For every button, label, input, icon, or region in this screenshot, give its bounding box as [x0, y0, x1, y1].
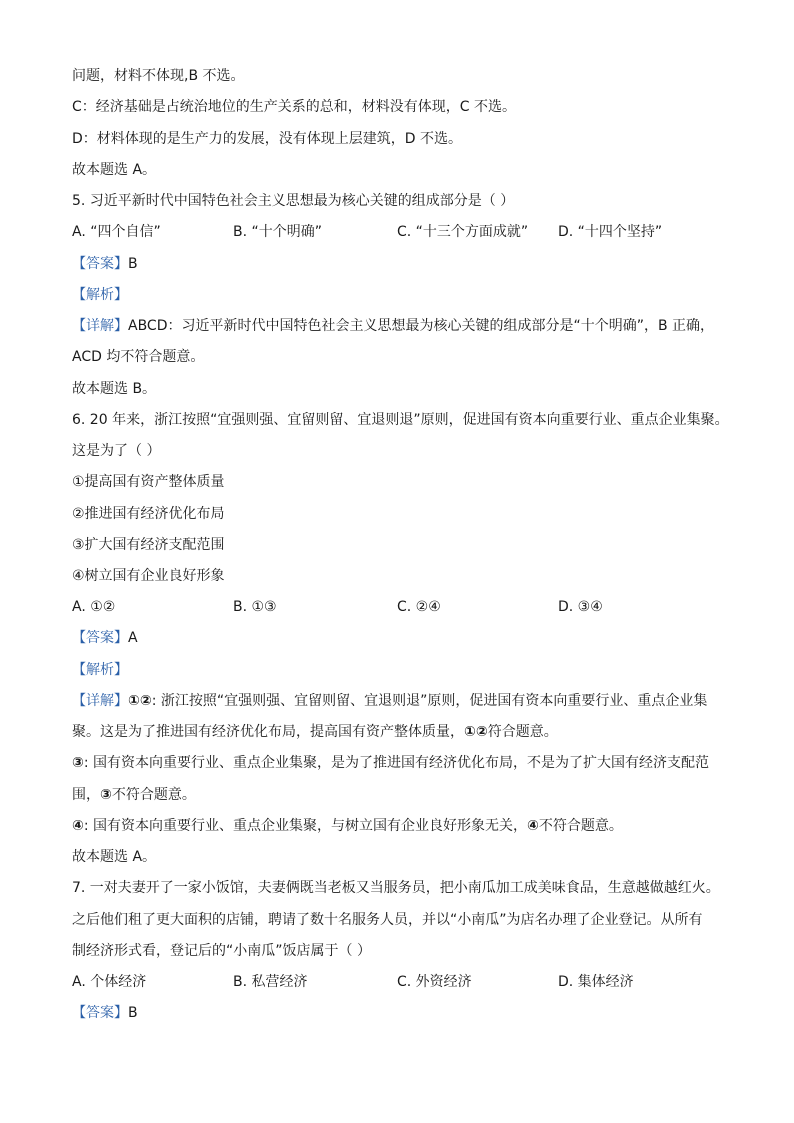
q6-conclusion: 故本题选 A。: [72, 849, 157, 865]
q6-option-b: B. ①③: [233, 599, 277, 615]
q6-detail-line-4: 围，③不符合题意。: [72, 787, 196, 803]
q6-stem-line-2: 这是为了（ ）: [72, 443, 161, 459]
q6-item-1: ①提高国有资产整体质量: [72, 474, 225, 490]
answer-tag: 【答案】: [72, 1005, 128, 1021]
answer-tag: 【答案】: [72, 256, 128, 272]
q7-option-d: D. 集体经济: [558, 974, 634, 990]
prev-analysis-line-1: 问题，材料不体现,B 不选。: [72, 68, 245, 84]
q6-detail-line-3: ③: 国有资本向重要行业、重点企业集聚，是为了推进国有经济优化布局，不是为了扩大国有经济支配范: [72, 755, 710, 771]
q5-conclusion: 故本题选 B。: [72, 381, 157, 397]
q6-item-3: ③扩大国有经济支配范围: [72, 537, 225, 553]
q6-detail-line-2: 聚。这是为了推进国有经济优化布局，提高国有资产整体质量，①②符合题意。: [72, 724, 558, 740]
q7-option-b: B. 私营经济: [233, 974, 308, 990]
prev-analysis-line-3: D：材料体现的是生产力的发展，没有体现上层建筑，D 不选。: [72, 131, 463, 147]
answer-value: B: [128, 256, 138, 272]
q6-stem-line-1: 6. 20 年来，浙江按照“宜强则强、宜留则留、宜退则退”原则，促进国有资本向重要行业、重点企业集聚。: [72, 412, 729, 428]
q7-stem-line-3: 制经济形式看，登记后的“小南瓜”饭店属于（ ）: [72, 943, 371, 959]
q7-option-c: C. 外资经济: [397, 974, 472, 990]
q5-analysis-tag: 【解析】: [72, 287, 128, 303]
answer-value: A: [128, 630, 138, 646]
q5-detail-line-2: ACD 均不符合题意。: [72, 349, 205, 365]
detail-tag: 【详解】: [72, 693, 128, 709]
q6-detail-line-5: ④: 国有资本向重要行业、重点企业集聚，与树立国有企业良好形象无关，④不符合题意。: [72, 818, 623, 834]
q5-stem: 5. 习近平新时代中国特色社会主义思想最为核心关键的组成部分是（ ）: [72, 193, 515, 209]
q5-option-d: D. “十四个坚持”: [558, 224, 663, 240]
prev-analysis-line-2: C：经济基础是占统治地位的生产关系的总和，材料没有体现，C 不选。: [72, 99, 516, 115]
q5-detail-line-1: 【详解】ABCD：习近平新时代中国特色社会主义思想最为核心关键的组成部分是“十个明确”，B 正确，: [72, 318, 715, 334]
answer-tag: 【答案】: [72, 630, 128, 646]
q5-option-a: A. “四个自信”: [72, 224, 161, 240]
q7-option-a: A. 个体经济: [72, 974, 147, 990]
q6-item-2: ②推进国有经济优化布局: [72, 506, 225, 522]
q7-stem-line-2: 之后他们租了更大面积的店铺，聘请了数十名服务人员，并以“小南瓜”为店名办理了企业登记。从所有: [72, 912, 703, 928]
q5-option-c: C. “十三个方面成就”: [397, 224, 529, 240]
q6-analysis-tag: 【解析】: [72, 662, 128, 678]
q7-stem-line-1: 7. 一对夫妻开了一家小饭馆，夫妻俩既当老板又当服务员，把小南瓜加工成美味食品，生意越做越红火。: [72, 880, 720, 896]
q6-option-a: A. ①②: [72, 599, 116, 615]
answer-value: B: [128, 1005, 138, 1021]
q6-detail-line-1: 【详解】①②: 浙江按照“宜强则强、宜留则留、宜退则退”原则，促进国有资本向重要行业、重点企业集: [72, 693, 708, 709]
detail-tag: 【详解】: [72, 318, 128, 334]
q6-option-d: D. ③④: [558, 599, 603, 615]
q6-item-4: ④树立国有企业良好形象: [72, 568, 225, 584]
q6-answer: [72, 628, 138, 648]
q6-option-c: C. ②④: [397, 599, 441, 615]
prev-conclusion: 故本题选 A。: [72, 162, 157, 178]
q7-answer: [72, 1003, 138, 1023]
q5-answer: [72, 254, 138, 274]
q5-option-b: B. “十个明确”: [233, 224, 323, 240]
